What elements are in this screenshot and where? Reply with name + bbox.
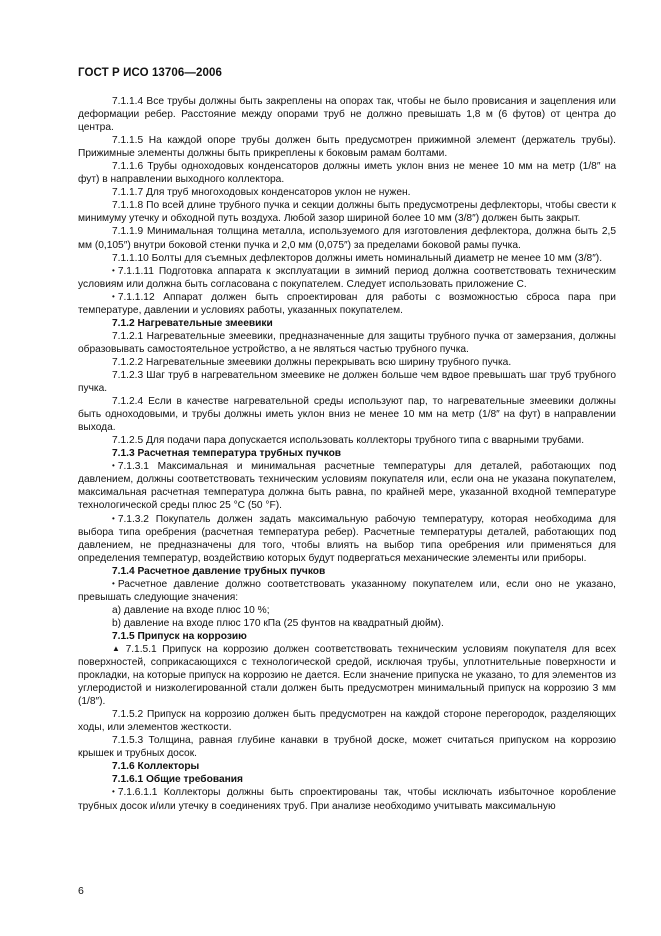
paragraph-text: 7.1.6 Коллекторы — [112, 761, 200, 773]
section-heading — [78, 630, 616, 643]
paragraph — [78, 604, 616, 617]
paragraph-text: 7.1.1.4 Все трубы должны быть закреплены на опорах так, чтобы не было провисания и зацепления или деформации ребер. Расстояние между опорами труб не должно превышать 1,8 м (6 футов) от центра до центра. — [78, 96, 616, 134]
paragraph — [78, 330, 616, 356]
paragraph-text: 7.1.3 Расчетная температура трубных пучков — [112, 448, 342, 460]
paragraph — [78, 617, 616, 630]
paragraph — [78, 578, 616, 604]
section-heading — [78, 447, 616, 460]
paragraph-text: 7.1.2.4 Если в качестве нагревательной среды используют пар, то нагревательные змеевики должны быть одноходовыми, и трубы должны иметь уклон вниз не менее 10 мм на метр (1/8″ на фут) в направлении выхода. — [78, 396, 616, 434]
paragraph-text: 7.1.4 Расчетное давление трубных пучков — [112, 565, 326, 577]
paragraph — [78, 395, 616, 434]
document-body — [78, 95, 616, 813]
bullet-marker-icon: • — [112, 265, 115, 275]
paragraph-text: 7.1.5.2 Припуск на коррозию должен быть предусмотрен на каждой стороне перегородок, разделяющих ходы, или элементов жесткости. — [78, 709, 616, 734]
paragraph-text: 7.1.6.1 Общие требования — [112, 774, 243, 786]
paragraph — [78, 434, 616, 447]
paragraph-text: 7.1.2.1 Нагревательные змеевики, предназначенные для защиты трубного пучка от замерзания, должны образовывать самостоятельное устройство, а не являться частью трубного пучка. — [78, 330, 616, 355]
paragraph-text: 7.1.2 Нагревательные змеевики — [112, 317, 273, 329]
section-heading — [78, 565, 616, 578]
paragraph — [78, 513, 616, 565]
paragraph-text: 7.1.2.3 Шаг труб в нагревательном змеевике не должен больше чем вдвое превышать шаг труб трубного пучка. — [78, 369, 616, 395]
bullet-marker-icon: • — [112, 578, 115, 588]
paragraph-text: 7.1.5.3 Толщина, равная глубине канавки в трубной доске, может считаться припуском на коррозию крышек и трубных досок. — [78, 735, 616, 760]
paragraph-text: 7.1.1.11 Подготовка аппарата к эксплуатации в зимний период должна соответствовать техническим условиям или должна быть согласована с покупателем. Следует использовать приложение С. — [78, 265, 616, 290]
section-heading — [78, 760, 616, 773]
page-number: 6 — [78, 885, 84, 897]
paragraph-text: 7.1.2.2 Нагревательные змеевики должны перекрывать всю ширину трубного пучка. — [112, 356, 512, 368]
document-header: ГОСТ Р ИСО 13706—2006 — [78, 67, 223, 79]
paragraph-text: 7.1.5 Припуск на коррозию — [112, 630, 247, 642]
bullet-marker-icon: • — [112, 461, 115, 471]
paragraph — [78, 291, 616, 317]
paragraph-text: 7.1.1.7 Для труб многоходовых конденсаторов уклон не нужен. — [112, 187, 411, 199]
paragraph-text: 7.1.1.10 Болты для съемных дефлекторов должны иметь номинальный диаметр не менее 10 мм (3/8″). — [112, 252, 603, 264]
paragraph-text: 7.1.6.1.1 Коллекторы должны быть спроектированы так, чтобы исключать избыточное коробление трубных досок и/или утечку в соединениях труб. При анализе необходимо учитывать максимальную — [78, 787, 616, 812]
paragraph — [78, 643, 616, 708]
paragraph-text: 7.1.1.12 Аппарат должен быть спроектирован для работы с возможностью сброса пара при температуре, давлении и условиях работы, указанных покупателем. — [78, 291, 616, 316]
paragraph — [78, 95, 616, 134]
triangle-marker-icon: ▲ — [112, 643, 123, 653]
paragraph — [78, 186, 616, 199]
paragraph — [78, 252, 616, 265]
paragraph-text: 7.1.5.1 Припуск на коррозию должен соответствовать техническим условиям покупателя для всех поверхностей, соприкасающихся с технологической средой, исключая трубы, уплотнительные поверхности и прокладки, на которые припуск на коррозию не дается. Если значение припуска не указано, то для элементов из углеродистой и низколегированной стали должен быть предусмотрен минимальный припуск на коррозию 3 мм (1/8″). — [78, 643, 617, 708]
bullet-marker-icon: • — [112, 787, 115, 797]
paragraph-text: a) давление на входе плюс 10 %; — [112, 604, 270, 616]
paragraph — [78, 460, 616, 512]
paragraph — [78, 708, 616, 734]
paragraph-text: 7.1.1.5 На каждой опоре трубы должен быть предусмотрен прижимной элемент (держатель трубы). Прижимные элементы должны быть прикреплены к боковым рамам болтами. — [78, 135, 616, 160]
paragraph-text: b) давление на входе плюс 170 кПа (25 фунтов на квадратный дюйм). — [112, 617, 444, 629]
paragraph-text: 7.1.1.8 По всей длине трубного пучка и секции должны быть предусмотрены дефлекторы, чтобы свести к минимуму утечку и обходной путь воздуха. Любой зазор шириной более 10 мм (3/8″) должен быть закрыт. — [78, 200, 616, 225]
paragraph — [78, 356, 616, 369]
paragraph — [78, 786, 616, 812]
paragraph-text: 7.1.1.6 Трубы одноходовых конденсаторов должны иметь уклон вниз не менее 10 мм на метр (1/8″ на фут) в направлении выходного коллектора. — [78, 161, 616, 186]
paragraph — [78, 369, 616, 395]
section-heading — [78, 773, 616, 786]
paragraph — [78, 225, 616, 251]
section-heading — [78, 317, 616, 330]
paragraph-text: 7.1.2.5 Для подачи пара допускается использовать коллекторы трубного типа с вварными трубами. — [112, 435, 585, 447]
paragraph-text: 7.1.1.9 Минимальная толщина металла, используемого для изготовления дефлектора, должна быть 2,5 мм (0,105″) внутри боковой стенки пучка и 2,0 мм (0,075″) за пределами боковой рамы пучка. — [78, 226, 616, 251]
paragraph — [78, 160, 616, 186]
paragraph-text: Расчетное давление должно соответствовать указанному покупателем или, если оно не указано, превышать следующие значения: — [78, 578, 616, 603]
paragraph — [78, 265, 616, 291]
bullet-marker-icon: • — [112, 291, 115, 301]
paragraph-text: 7.1.3.1 Максимальная и минимальная расчетные температуры для деталей, работающих под давлением, должны соответствовать техническим условиям покупателя или, если она не указана покупателем, максимальная расчетная температура должна быть равна, по крайней мере, указанной входной температуре технологической среды плюс 25 °С (50 °F). — [78, 461, 616, 512]
paragraph — [78, 734, 616, 760]
paragraph — [78, 134, 616, 160]
paragraph-text: 7.1.3.2 Покупатель должен задать максимальную рабочую температуру, которая необходима для выбора типа оребрения (расчетная температура ребер). Расчетные температуры деталей, работающих под давлением, не предназначены для того, чтобы влиять на выбор типа оребрения или применяться для определения температур, воздействию которых будут подвергаться механические элементы или приборы. — [78, 513, 616, 564]
paragraph — [78, 199, 616, 225]
bullet-marker-icon: • — [112, 513, 115, 523]
